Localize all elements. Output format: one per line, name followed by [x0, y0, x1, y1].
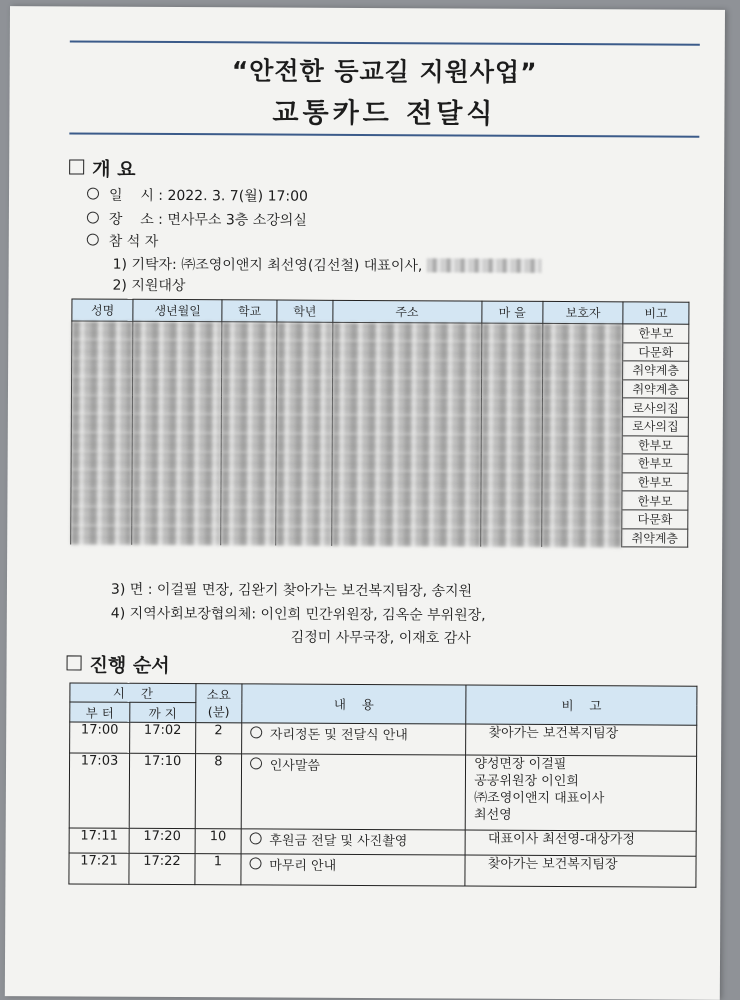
redacted-cell: [222, 359, 277, 378]
document-subtitle: 교통카드 전달식: [272, 97, 497, 130]
checkbox-square-icon: [69, 159, 84, 174]
content-text: 인사말씀: [269, 758, 321, 774]
redacted-cell: [480, 509, 542, 528]
redacted-cell: [222, 378, 277, 397]
overview-heading: 개 요: [69, 154, 135, 181]
council-line-2: 김정미 사무국장, 이재호 감사: [290, 629, 471, 647]
redacted-cell: [480, 490, 542, 509]
redacted-cell: [543, 342, 623, 361]
remark-line: 찾아가는 보건복지팀장: [488, 725, 619, 742]
redacted-cell: [222, 340, 277, 359]
remark-cell: [465, 755, 696, 831]
content-cell: [241, 854, 466, 886]
document-title: “안전한 등교길 지원사업”: [231, 56, 538, 87]
time-to-cell: 17:22: [129, 853, 195, 884]
redacted-cell: [133, 377, 222, 396]
duration-cell: 10: [195, 829, 241, 854]
col-content: 내 용: [241, 684, 466, 724]
col-guardian: 보호자: [543, 301, 623, 323]
redacted-cell: [132, 489, 221, 508]
document-page: [5, 6, 725, 1000]
redacted-cell: [331, 527, 480, 546]
col-birth: 생년월일: [133, 299, 222, 321]
redacted-cell: [71, 377, 133, 396]
redacted-cell: [71, 414, 133, 433]
title-top-rule: [70, 40, 700, 45]
redacted-cell: [277, 341, 332, 360]
redacted-name: [427, 258, 542, 273]
redacted-cell: [133, 321, 222, 340]
remark-cell: 한부모: [623, 324, 689, 343]
redacted-cell: [133, 451, 222, 470]
redacted-cell: [542, 528, 622, 547]
table-row: [71, 525, 688, 547]
redacted-cell: [481, 360, 543, 379]
redacted-cell: [542, 416, 622, 435]
table-row: [69, 853, 696, 887]
myeon-line: 3) 면 : 이걸필 면장, 김완기 찾아가는 보건복지팀장, 송지원: [110, 581, 473, 600]
redacted-cell: [332, 434, 481, 453]
time-to-cell: 17:10: [129, 753, 195, 828]
remark-line: 양성면장 이걸필: [474, 756, 567, 773]
redacted-cell: [72, 340, 134, 359]
redacted-cell: [481, 453, 543, 472]
redacted-cell: [71, 488, 133, 507]
time-from-cell: 17:03: [69, 753, 129, 828]
redacted-cell: [481, 472, 543, 491]
content-text: 후원금 전달 및 사진촬영: [269, 833, 408, 850]
remark-cell: 다문화: [622, 510, 688, 529]
redacted-cell: [276, 434, 331, 453]
remark-cell: [466, 724, 697, 756]
redacted-cell: [133, 433, 222, 452]
col-grade: 학년: [277, 300, 332, 322]
recipients-table: [70, 298, 689, 547]
redacted-cell: [481, 397, 543, 416]
overview-attendees: 참 석 자: [87, 231, 159, 251]
redacted-cell: [332, 322, 481, 341]
remark-line: 대표이사 최선영-대상가정: [487, 831, 635, 848]
redacted-cell: [542, 454, 622, 473]
remark-cell: 취약계층: [623, 361, 689, 380]
duration-cell: 1: [195, 854, 241, 885]
redacted-cell: [221, 415, 276, 434]
redacted-cell: [133, 340, 222, 359]
donor-line: 1) 기탁자: ㈜조영이앤지 최선영(김선철) 대표이사,: [113, 254, 542, 276]
redacted-cell: [71, 451, 133, 470]
circle-bullet-icon: [249, 857, 261, 869]
council-line-1: 4) 지역사회보장협의체: 이인희 민간위원장, 김옥순 부위원장,: [110, 605, 486, 624]
redacted-cell: [277, 378, 332, 397]
redacted-cell: [71, 395, 133, 414]
remark-cell: 한부모: [622, 473, 688, 492]
redacted-cell: [133, 414, 222, 433]
redacted-cell: [277, 396, 332, 415]
redacted-cell: [481, 342, 543, 361]
redacted-cell: [543, 323, 623, 342]
table-row: [69, 753, 696, 831]
remark-line: ㈜조영이앤지 대표이사: [474, 790, 605, 807]
redacted-cell: [221, 526, 276, 545]
remark-line: 찾아가는 보건복지팀장: [487, 856, 618, 873]
remark-cell: 한부모: [622, 454, 688, 473]
table-row: [70, 722, 697, 756]
checkbox-square-icon: [67, 655, 82, 670]
circle-bullet-icon: [250, 757, 262, 769]
schedule-table: [68, 682, 697, 887]
redacted-cell: [480, 528, 542, 547]
redacted-cell: [222, 322, 277, 341]
redacted-cell: [481, 379, 543, 398]
redacted-cell: [71, 507, 133, 526]
redacted-cell: [481, 323, 543, 342]
remark-cell: 다문화: [623, 342, 689, 361]
redacted-cell: [542, 435, 622, 454]
redacted-cell: [332, 415, 481, 434]
col-address: 주소: [332, 300, 481, 323]
redacted-cell: [332, 452, 481, 471]
remark-line: 최선영: [474, 807, 512, 823]
time-to-cell: 17:20: [129, 828, 195, 853]
redacted-cell: [71, 525, 133, 544]
redacted-cell: [132, 470, 221, 489]
overview-date: 일 시 : 2022. 3. 7(월) 17:00: [87, 185, 308, 206]
redacted-cell: [72, 358, 134, 377]
redacted-cell: [133, 358, 222, 377]
time-from-cell: 17:11: [69, 828, 129, 853]
content-cell: [241, 723, 466, 755]
col-to: 까 지: [130, 702, 196, 722]
redacted-cell: [276, 508, 331, 527]
circle-bullet-icon: [87, 188, 99, 200]
remark-line: 공공위원장 이인희: [474, 773, 579, 790]
remark-cell: 취약계층: [623, 380, 689, 399]
duration-cell: 2: [196, 723, 242, 754]
table-row: [69, 828, 696, 856]
redacted-cell: [332, 471, 481, 490]
redacted-cell: [277, 322, 332, 341]
redacted-cell: [481, 435, 543, 454]
redacted-cell: [332, 378, 481, 397]
time-from-cell: 17:21: [69, 853, 129, 884]
remark-cell: 취약계층: [622, 528, 688, 547]
redacted-cell: [277, 359, 332, 378]
time-from-cell: 17:00: [70, 722, 130, 753]
col-name: 성명: [72, 299, 134, 321]
remark-cell: [465, 830, 696, 856]
remark-cell: [465, 855, 696, 887]
title-bottom-rule: [69, 132, 699, 137]
redacted-cell: [221, 452, 276, 471]
redacted-cell: [276, 527, 331, 546]
remark-cell: 로사의집: [623, 398, 689, 417]
target-label: 2) 지원대상: [112, 277, 186, 295]
content-cell: [241, 829, 466, 855]
col-remark: 비 고: [466, 685, 697, 725]
redacted-cell: [332, 341, 481, 360]
redacted-cell: [221, 489, 276, 508]
circle-bullet-icon: [87, 212, 99, 224]
col-duration: 소요 (분): [196, 684, 242, 723]
col-village: 마 을: [481, 301, 543, 323]
content-text: 마무리 안내: [269, 858, 337, 874]
redacted-cell: [332, 360, 481, 379]
redacted-cell: [72, 321, 134, 340]
content-text: 자리정돈 및 전달식 안내: [269, 727, 408, 744]
redacted-cell: [71, 470, 133, 489]
redacted-cell: [71, 433, 133, 452]
duration-cell: 8: [195, 754, 241, 829]
circle-bullet-icon: [87, 234, 99, 246]
redacted-cell: [133, 396, 222, 415]
redacted-cell: [481, 416, 543, 435]
schedule-heading: 진행 순서: [66, 650, 169, 678]
content-cell: [241, 754, 466, 830]
col-remark: 비고: [623, 302, 689, 324]
redacted-cell: [542, 509, 622, 528]
redacted-cell: [331, 490, 480, 509]
col-from: 부 터: [70, 702, 130, 722]
redacted-cell: [276, 471, 331, 490]
redacted-cell: [276, 452, 331, 471]
remark-cell: 로사의집: [623, 417, 689, 436]
redacted-cell: [542, 491, 622, 510]
remark-cell: 한부모: [622, 435, 688, 454]
redacted-cell: [221, 470, 276, 489]
redacted-cell: [542, 472, 622, 491]
col-time: 시 간: [70, 683, 196, 703]
redacted-cell: [132, 526, 221, 545]
redacted-cell: [542, 398, 622, 417]
remark-cell: 한부모: [622, 491, 688, 510]
redacted-cell: [277, 415, 332, 434]
time-to-cell: 17:02: [130, 722, 196, 753]
redacted-cell: [221, 433, 276, 452]
redacted-cell: [331, 508, 480, 527]
circle-bullet-icon: [249, 832, 261, 844]
col-school: 학교: [222, 300, 277, 322]
redacted-cell: [221, 396, 276, 415]
redacted-cell: [276, 489, 331, 508]
redacted-cell: [543, 379, 623, 398]
overview-place: 장 소 : 면사무소 3층 소강의실: [87, 209, 307, 230]
redacted-cell: [543, 361, 623, 380]
circle-bullet-icon: [250, 726, 262, 738]
redacted-cell: [132, 507, 221, 526]
redacted-cell: [221, 508, 276, 527]
redacted-cell: [332, 397, 481, 416]
